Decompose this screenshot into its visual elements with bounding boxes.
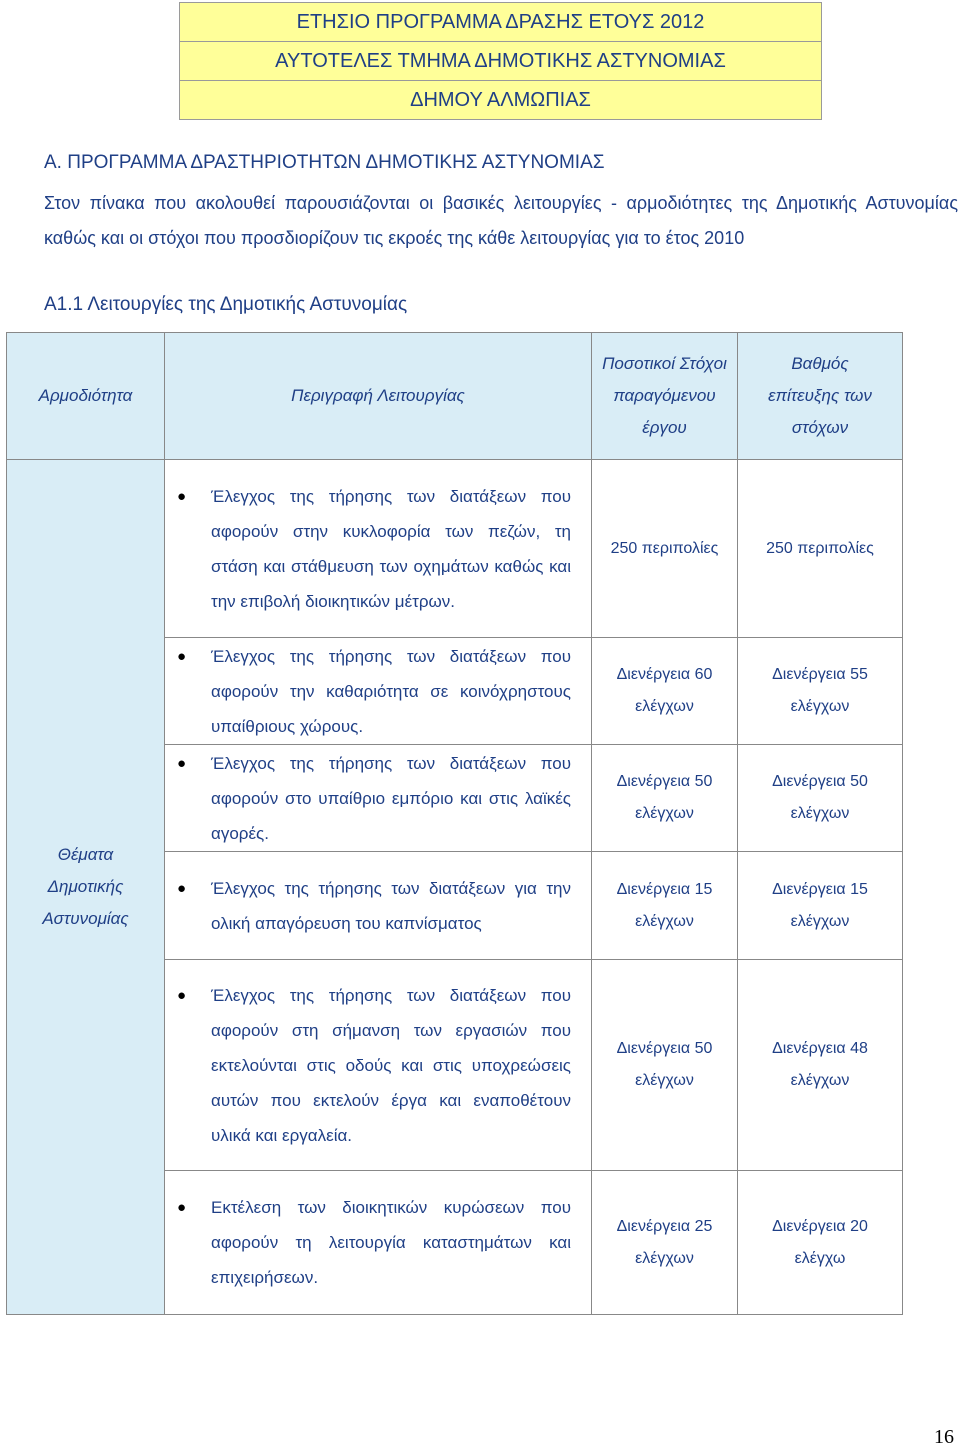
achievement-cell [738, 638, 903, 745]
area-label: Θέματα Δημοτικής Αστυνομίας [42, 845, 129, 928]
achievement-cell [738, 1171, 903, 1315]
sub-title: Α1.1 Λειτουργίες της Δημοτικής Αστυνομίας [44, 294, 408, 315]
banner-line-3: ΔΗΜΟΥ ΑΛΜΩΠΙΑΣ [410, 89, 591, 111]
banner-line-1: ΕΤΗΣΙΟ ΠΡΟΓΡΑΜΜΑ ΔΡΑΣΗΣ ΕΤΟΥΣ 2012 [180, 3, 821, 42]
achievement-text: Διενέργεια 50 ελέγχων [772, 773, 868, 822]
achievement-text: Διενέργεια 55 ελέγχων [772, 666, 868, 715]
target-text: Διενέργεια 50 ελέγχων [616, 773, 713, 822]
achievement-cell [738, 960, 903, 1171]
bullet-icon: ● [177, 754, 187, 772]
description-cell [165, 745, 592, 852]
description-cell [165, 1171, 592, 1315]
row-description: Έλεγχος της τήρησης των διατάξεων που αφορούν στο υπαίθριο εμπόριο και στις λαϊκές αγορές. [211, 753, 571, 843]
achievement-text: Διενέργεια 48 ελέγχων [772, 1040, 868, 1089]
target-cell [592, 745, 738, 852]
functions-table [6, 332, 903, 1315]
target-cell [592, 960, 738, 1171]
row-description: Έλεγχος της τήρησης των διατάξεων που αφορούν στη σήμανση των εργασιών που εκτελούνται στις οδούς και στις υποχρεώσεις αυτών που εκτελούν έργα και εναποθέτουν υλικά και εργαλεία. [211, 985, 571, 1145]
row-description: Εκτέλεση των διοικητικών κυρώσεων που αφορούν τη λειτουργία καταστημάτων και επιχειρήσεων. [211, 1198, 571, 1287]
achievement-cell: 250 περιπολίες [738, 460, 903, 638]
target-cell: 250 περιπολίες [592, 460, 738, 638]
achievement-text: Διενέργεια 20 ελέγχω [772, 1217, 868, 1267]
header-achievement-text: Βαθμός επίτευξης των στόχων [768, 354, 872, 437]
row-description: Έλεγχος της τήρησης των διατάξεων που αφορούν στην κυκλοφορία των πεζών, τη στάση και στάθμευση των οχημάτων καθώς και την επιβολή διοικητικών μέτρων. [211, 486, 571, 611]
target-cell [592, 852, 738, 960]
page-number: 16 [934, 1426, 954, 1448]
target-text: Διενέργεια 60 ελέγχων [616, 666, 713, 715]
target-text: Διενέργεια 25 ελέγχων [616, 1217, 713, 1267]
section-title: Α. ΠΡΟΓΡΑΜΜΑ ΔΡΑΣΤΗΡΙΟΤΗΤΩΝ ΔΗΜΟΤΙΚΗΣ ΑΣΤΥΝΟΜΙΑΣ [44, 152, 605, 173]
description-cell [165, 460, 592, 638]
banner-line-2: ΑΥΤΟΤΕΛΕΣ ΤΜΗΜΑ ΔΗΜΟΤΙΚΗΣ ΑΣΤΥΝΟΜΙΑΣ [180, 42, 821, 81]
table-row [7, 460, 903, 638]
bullet-icon: ● [177, 487, 187, 505]
target-text: Διενέργεια 50 ελέγχων [616, 1040, 713, 1089]
target-text: Διενέργεια 15 ελέγχων [616, 880, 713, 930]
bullet-icon: ● [177, 986, 187, 1004]
header-targets [592, 333, 738, 460]
row-description: Έλεγχος της τήρησης των διατάξεων που αφορούν την καθαριότητα σε κοινόχρηστους υπαίθριους χώρους. [211, 646, 571, 736]
row-description: Έλεγχος της τήρησης των διατάξεων για την ολική απαγόρευση του καπνίσματος [211, 878, 571, 933]
achievement-cell [738, 852, 903, 960]
header-targets-text: Ποσοτικοί Στόχοι παραγόμενου έργου [602, 354, 727, 437]
header-description: Περιγραφή Λειτουργίας [165, 333, 592, 460]
title-banner [179, 2, 822, 120]
achievement-cell [738, 745, 903, 852]
header-achievement [738, 333, 903, 460]
target-cell [592, 1171, 738, 1315]
description-cell [165, 960, 592, 1171]
intro-paragraph: Στον πίνακα που ακολουθεί παρουσιάζονται οι βασικές λειτουργίες - αρμοδιότητες της Δημοτικής Αστυνομίας καθώς και οι στόχοι που προσδιορίζουν τις εκροές της κάθε λειτουργίας για το έτος 2010 [44, 193, 958, 248]
bullet-icon: ● [177, 879, 187, 897]
description-cell [165, 852, 592, 960]
target-cell [592, 638, 738, 745]
bullet-icon: ● [177, 647, 187, 665]
bullet-icon: ● [177, 1199, 187, 1216]
description-cell [165, 638, 592, 745]
area-cell [7, 460, 165, 1315]
achievement-text: Διενέργεια 15 ελέγχων [772, 880, 868, 930]
header-area: Αρμοδιότητα [7, 333, 165, 460]
